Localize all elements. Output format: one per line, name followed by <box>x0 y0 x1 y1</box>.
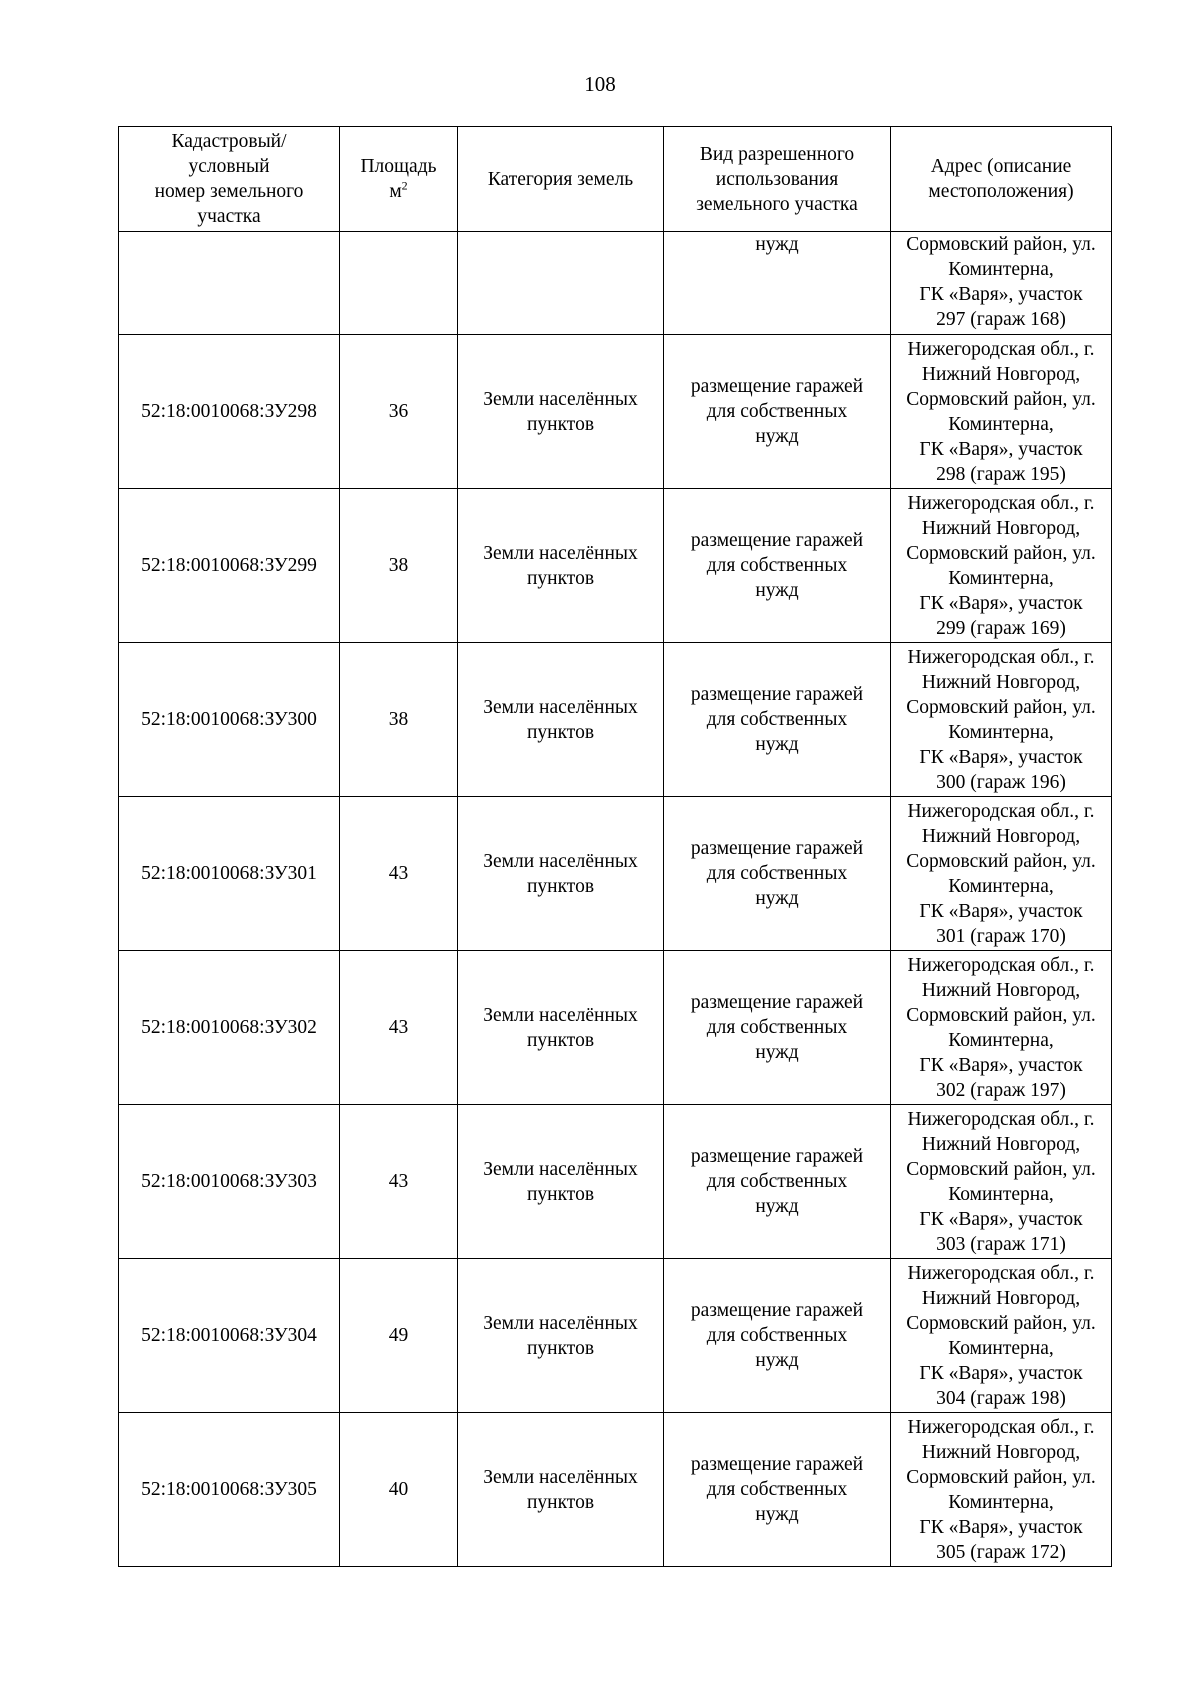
cell-address-line: Нижний Новгород, <box>921 517 1081 539</box>
table-row <box>119 951 1112 1105</box>
cell-category <box>458 232 664 335</box>
cell-use-line: размещение гаражей <box>690 992 864 1013</box>
cell-category-line: Земли населённых <box>483 1158 638 1180</box>
cell-category-line: Земли населённых <box>483 542 638 564</box>
cell-category-line: пунктов <box>526 413 595 435</box>
cell-address <box>891 1413 1112 1567</box>
cell-address <box>891 489 1112 643</box>
cell-category-line: пунктов <box>526 1183 595 1205</box>
cell-address-line: Сормовский район, ул. <box>906 1158 1096 1180</box>
cell-address-line: Нижегородская обл., г. <box>907 1262 1095 1284</box>
cell-use <box>664 951 891 1105</box>
cell-address-line: 303 (гараж 171) <box>936 1233 1066 1255</box>
cell-address <box>891 1105 1112 1259</box>
cell-use <box>664 1413 891 1567</box>
cell-category-line: пунктов <box>526 1491 595 1513</box>
cell-category-line: Земли населённых <box>483 1312 638 1334</box>
header-cadastral-line: Кадастровый/ <box>171 131 287 152</box>
cell-address-line: Нижегородская обл., г. <box>907 646 1095 668</box>
cell-address-line: Сормовский район, ул. <box>906 234 1096 255</box>
header-cadastral-line: условный <box>188 156 270 177</box>
cell-use <box>664 232 891 335</box>
cell-category-line: пунктов <box>526 567 595 589</box>
cell-category <box>458 335 664 489</box>
header-cadastral <box>119 127 340 232</box>
cell-address-line: 304 (гараж 198) <box>936 1387 1066 1409</box>
cell-area: 36 <box>340 335 458 489</box>
cell-address-line: Сормовский район, ул. <box>906 1004 1096 1026</box>
header-cadastral-line: участка <box>197 206 261 227</box>
cell-address-line: Нижний Новгород, <box>921 671 1081 693</box>
cell-category-line: Земли населённых <box>483 696 638 718</box>
cell-address-line: 305 (гараж 172) <box>936 1541 1066 1563</box>
cell-use-line: для собственных <box>706 401 848 422</box>
cell-use-line: размещение гаражей <box>690 1300 864 1321</box>
header-area-unit-exponent: 2 <box>401 178 408 193</box>
cell-address-line: Сормовский район, ул. <box>906 850 1096 872</box>
cell-use-line: для собственных <box>706 555 848 576</box>
cell-address-line: ГК «Варя», участок <box>919 900 1083 922</box>
cell-address-line: Коминтерна, <box>948 567 1054 589</box>
cell-address-line: Коминтерна, <box>948 259 1054 280</box>
cell-address <box>891 232 1112 335</box>
cell-use-line: для собственных <box>706 709 848 730</box>
cell-address-line: Коминтерна, <box>948 1491 1054 1513</box>
cell-use-line: для собственных <box>706 863 848 884</box>
cell-category-line: пунктов <box>526 721 595 743</box>
cell-use-line: нужд <box>755 580 799 601</box>
table-header-row <box>119 127 1112 232</box>
cell-use-line: для собственных <box>706 1017 848 1038</box>
cell-address <box>891 797 1112 951</box>
cell-address-line: Нижегородская обл., г. <box>907 338 1095 360</box>
cell-address-line: Сормовский район, ул. <box>906 1312 1096 1334</box>
cell-use <box>664 335 891 489</box>
cell-address <box>891 1259 1112 1413</box>
cell-use-line: нужд <box>755 734 799 755</box>
cell-address-line: Нижний Новгород, <box>921 825 1081 847</box>
cell-address-line: Нижегородская обл., г. <box>907 800 1095 822</box>
cell-address-line: Сормовский район, ул. <box>906 1466 1096 1488</box>
header-address <box>891 127 1112 232</box>
cell-category-line: Земли населённых <box>483 388 638 410</box>
cell-cadastral: 52:18:0010068:ЗУ298 <box>119 335 340 489</box>
cell-use-line: нужд <box>755 1350 799 1371</box>
cell-address-line: 299 (гараж 169) <box>936 617 1066 639</box>
cell-use-line: нужд <box>755 1042 799 1063</box>
table-row <box>119 1413 1112 1567</box>
header-area-unit <box>342 179 455 204</box>
cell-address-line: Нижегородская обл., г. <box>907 1108 1095 1130</box>
cell-use <box>664 643 891 797</box>
cell-use <box>664 1105 891 1259</box>
cell-area <box>340 232 458 335</box>
cell-category <box>458 1259 664 1413</box>
cell-cadastral: 52:18:0010068:ЗУ305 <box>119 1413 340 1567</box>
cell-use-line: нужд <box>755 234 799 255</box>
table-row-continuation <box>119 232 1112 335</box>
cell-address-line: ГК «Варя», участок <box>919 1208 1083 1230</box>
cell-cadastral <box>119 232 340 335</box>
cell-category-line: пунктов <box>526 1029 595 1051</box>
cell-category-line: Земли населённых <box>483 850 638 872</box>
table-row <box>119 489 1112 643</box>
cell-address-line: ГК «Варя», участок <box>919 1054 1083 1076</box>
cell-category <box>458 951 664 1105</box>
page-number: 108 <box>584 72 616 96</box>
cell-address <box>891 951 1112 1105</box>
cell-use <box>664 489 891 643</box>
cell-cadastral: 52:18:0010068:ЗУ304 <box>119 1259 340 1413</box>
cell-cadastral: 52:18:0010068:ЗУ303 <box>119 1105 340 1259</box>
cell-address-line: 302 (гараж 197) <box>936 1079 1066 1101</box>
header-area <box>340 127 458 232</box>
cell-address-line: Сормовский район, ул. <box>906 542 1096 564</box>
cell-use-line: нужд <box>755 1196 799 1217</box>
header-area-unit-base: м <box>389 181 402 202</box>
cell-use-line: размещение гаражей <box>690 1146 864 1167</box>
cell-address-line: Нижегородская обл., г. <box>907 1416 1095 1438</box>
cell-address-line: Нижний Новгород, <box>921 363 1081 385</box>
cell-use <box>664 1259 891 1413</box>
header-use-line: использования <box>715 168 839 190</box>
cell-use-line: размещение гаражей <box>690 1454 864 1475</box>
cell-area: 38 <box>340 643 458 797</box>
table-row <box>119 1105 1112 1259</box>
cell-area: 38 <box>340 489 458 643</box>
cell-cadastral: 52:18:0010068:ЗУ302 <box>119 951 340 1105</box>
cell-use-line: для собственных <box>706 1171 848 1192</box>
cell-use-line: нужд <box>755 426 799 447</box>
cell-address-line: Коминтерна, <box>948 1183 1054 1205</box>
cell-cadastral: 52:18:0010068:ЗУ299 <box>119 489 340 643</box>
cell-address-line: Нижегородская обл., г. <box>907 492 1095 514</box>
cell-category <box>458 797 664 951</box>
cell-address-line: Нижний Новгород, <box>921 1133 1081 1155</box>
cell-category <box>458 1105 664 1259</box>
header-address-line: Адрес (описание <box>930 156 1072 177</box>
cell-address-line: ГК «Варя», участок <box>919 284 1083 305</box>
cell-address-line: Коминтерна, <box>948 1029 1054 1051</box>
cell-cadastral: 52:18:0010068:ЗУ301 <box>119 797 340 951</box>
cell-address-line: ГК «Варя», участок <box>919 746 1083 768</box>
cell-use-line: размещение гаражей <box>690 838 864 859</box>
cell-use-line: для собственных <box>706 1325 848 1346</box>
cell-address <box>891 643 1112 797</box>
cell-cadastral: 52:18:0010068:ЗУ300 <box>119 643 340 797</box>
table-row <box>119 335 1112 489</box>
cell-area: 40 <box>340 1413 458 1567</box>
cell-use-line: нужд <box>755 888 799 909</box>
cell-area: 43 <box>340 951 458 1105</box>
cell-address-line: Коминтерна, <box>948 721 1054 743</box>
table-row <box>119 797 1112 951</box>
cell-category-line: Земли населённых <box>483 1004 638 1026</box>
cell-area: 43 <box>340 797 458 951</box>
cell-address-line: 300 (гараж 196) <box>936 771 1066 793</box>
cell-use-line: для собственных <box>706 1479 848 1500</box>
cell-area: 49 <box>340 1259 458 1413</box>
cell-address-line: ГК «Варя», участок <box>919 592 1083 614</box>
cell-address-line: ГК «Варя», участок <box>919 438 1083 460</box>
cell-address-line: Нижегородская обл., г. <box>907 954 1095 976</box>
table-row <box>119 1259 1112 1413</box>
cell-address-line: Нижний Новгород, <box>921 979 1081 1001</box>
header-use-line: земельного участка <box>696 193 858 215</box>
cell-address-line: Сормовский район, ул. <box>906 388 1096 410</box>
cell-address-line: Коминтерна, <box>948 413 1054 435</box>
cell-address <box>891 335 1112 489</box>
cell-address-line: Коминтерна, <box>948 875 1054 897</box>
cell-category-line: пунктов <box>526 875 595 897</box>
header-use <box>664 127 891 232</box>
cell-category <box>458 1413 664 1567</box>
cell-area: 43 <box>340 1105 458 1259</box>
cell-use-line: размещение гаражей <box>690 684 864 705</box>
cell-address-line: ГК «Варя», участок <box>919 1516 1083 1538</box>
header-category: Категория земель <box>458 127 664 232</box>
cell-use-line: размещение гаражей <box>690 376 864 397</box>
cell-use <box>664 797 891 951</box>
cell-address-line: 301 (гараж 170) <box>936 925 1066 947</box>
cell-address-line: Нижний Новгород, <box>921 1441 1081 1463</box>
cell-address-line: Сормовский район, ул. <box>906 696 1096 718</box>
land-plots-table <box>118 126 1112 1567</box>
cell-address-line: 298 (гараж 195) <box>936 463 1066 485</box>
cell-category <box>458 489 664 643</box>
cell-category <box>458 643 664 797</box>
header-address-line: местоположения) <box>928 181 1074 202</box>
cell-address-line: Коминтерна, <box>948 1337 1054 1359</box>
table-row <box>119 643 1112 797</box>
header-area-line: Площадь <box>360 156 437 177</box>
cell-category-line: Земли населённых <box>483 1466 638 1488</box>
cell-category-line: пунктов <box>526 1337 595 1359</box>
cell-address-line: ГК «Варя», участок <box>919 1362 1083 1384</box>
header-cadastral-line: номер земельного <box>154 181 304 202</box>
cell-address-line: 297 (гараж 168) <box>936 309 1066 330</box>
cell-use-line: нужд <box>755 1504 799 1525</box>
header-use-line: Вид разрешенного <box>699 143 855 165</box>
cell-use-line: размещение гаражей <box>690 530 864 551</box>
cell-address-line: Нижний Новгород, <box>921 1287 1081 1309</box>
